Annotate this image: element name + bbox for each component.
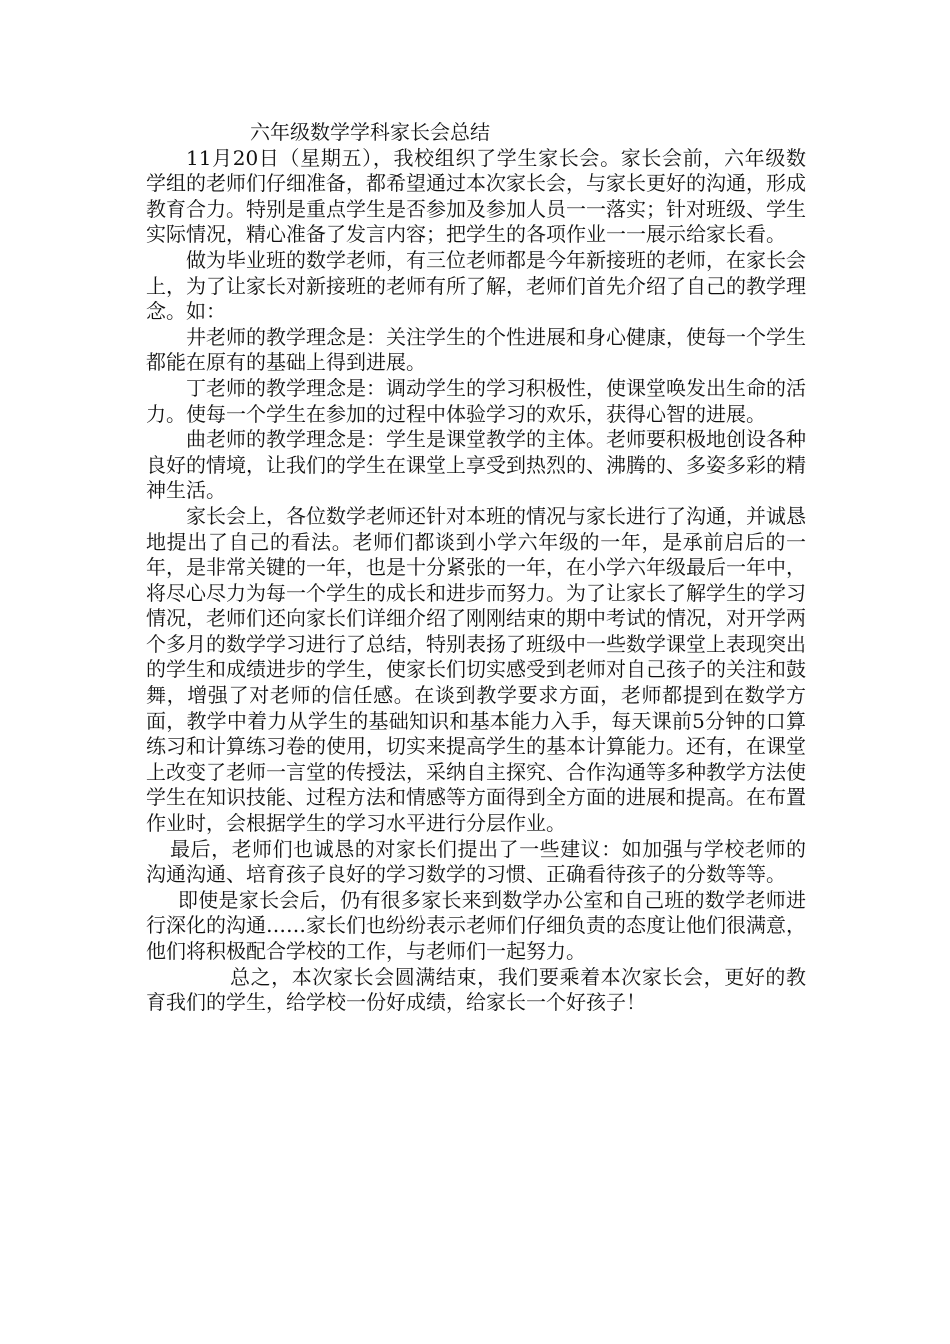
paragraph-suggestions: 最后，老师们也诚恳的对家长们提出了一些建议：如加强与学校老师的沟通沟通、培育孩子良好的学习数学的习惯、正确看待孩子的分数等等。 — [146, 836, 806, 887]
paragraph-conclusion: 总之，本次家长会圆满结束，我们要乘着本次家长会，更好的教育我们的学生，给学校一份好成绩，给家长一个好孩子！ — [146, 964, 806, 1015]
paragraph-teacher-jing: 井老师的教学理念是：关注学生的个性进展和身心健康，使每一个学生都能在原有的基础上得到进展。 — [146, 324, 806, 375]
paragraph-after-meeting: 即使是家长会后，仍有很多家长来到数学办公室和自己班的数学老师进行深化的沟通……家长们也纷纷表示老师们仔细负责的态度让他们很满意，他们将积极配合学校的工作，与老师们一起努力。 — [146, 887, 806, 963]
paragraph-teacher-ding: 丁老师的教学理念是：调动学生的学习积极性，使课堂唤发出生命的活力。使每一个学生在参加的过程中体验学习的欢乐，获得心智的进展。 — [146, 375, 806, 426]
paragraph-new-teachers: 做为毕业班的数学老师，有三位老师都是今年新接班的老师，在家长会上，为了让家长对新接班的老师有所了解，老师们首先介绍了自己的教学理念。如： — [146, 247, 806, 324]
document-title: 六年级数学学科家长会总结 — [250, 120, 490, 144]
paragraph-teacher-qu: 曲老师的教学理念是：学生是课堂教学的主体。老师要积极地创设各种良好的情境，让我们的学生在课堂上享受到热烈的、沸腾的、多姿多彩的精神生活。 — [146, 427, 806, 503]
paragraph-communication: 家长会上，各位数学老师还针对本班的情况与家长进行了沟通，并诚恳地提出了自己的看法。老师们都谈到小学六年级的一年，是承前启后的一年，是非常关键的一年，也是十分紧张的一年，在小学六年级最后一年中，将尽心尽力为每一个学生的成长和进步而努力。为了让家长了解学生的学习情况，老师们还向家长们详细介绍了刚刚结束的期中考试的情况，对开学两个多月的数学学习进行了总结，特别表扬了班级中一些数学课堂上表现突出的学生和成绩进步的学生，使家长们切实感受到老师对自己孩子的关注和鼓舞，增强了对老师的信任感。在谈到教学要求方面，老师都提到在数学方面，教学中着力从学生的基础知识和基本能力入手，每天课前5分钟的口算练习和计算练习卷的使用，切实来提高学生的基本计算能力。还有，在课堂上改变了老师一言堂的传授法，采纳自主探究、合作沟通等多种教学方法使学生在知识技能、过程方法和情感等方面得到全方面的进展和提高。在布置作业时，会根据学生的学习水平进行分层作业。 — [146, 503, 806, 836]
document-body — [146, 120, 806, 1016]
paragraph-meeting-intro: 11月20日（星期五），我校组织了学生家长会。家长会前，六年级数学组的老师们仔细准备，都希望通过本次家长会，与家长更好的沟通，形成教育合力。特别是重点学生是否参加及参加人员一一落实；针对班级、学生实际情况，精心准备了发言内容；把学生的各项作业一一展示给家长看。 — [146, 145, 806, 247]
